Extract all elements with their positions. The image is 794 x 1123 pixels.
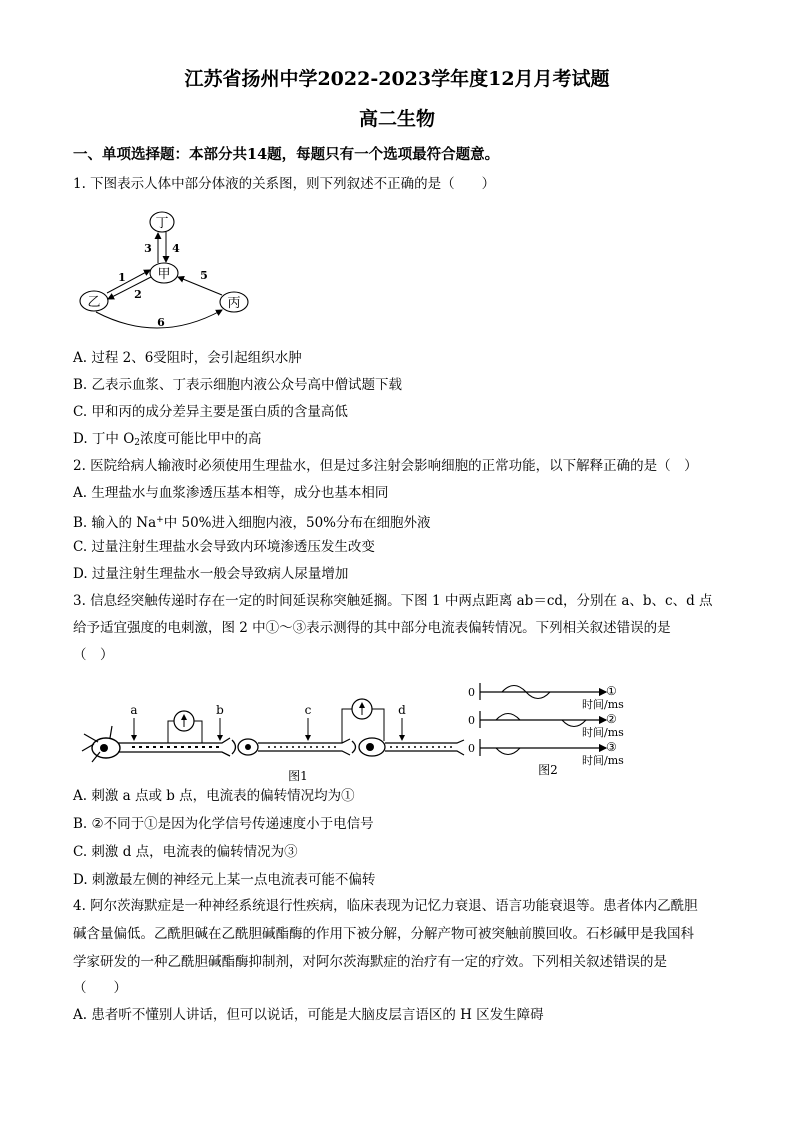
q3-option-c: C. 刺激 d 点，电流表的偏转情况为③ <box>73 844 298 860</box>
page-title: 江苏省扬州中学2022-2023学年度12月月考试题 <box>184 68 610 90</box>
q2-option-b: B. 输入的 Na+中 50%进入细胞内液，50%分布在细胞外液 <box>73 515 431 531</box>
q2-option-d: D. 过量注射生理盐水一般会导致病人尿量增加 <box>73 566 349 582</box>
q3-stem-line3: （ ） <box>73 647 114 663</box>
node-bing: 丙 <box>227 296 241 311</box>
trace1-zero: 0 <box>468 686 475 699</box>
trace1-label: ① <box>606 684 617 698</box>
q4-stem-line3: 学家研发的一种乙酰胆碱酯酶抑制剂，对阿尔茨海默症的治疗有一定的疗效。下列相关叙述错误的是 <box>73 954 667 970</box>
label-2: 2 <box>134 288 142 301</box>
q1-body-fluid-diagram <box>74 205 264 330</box>
figure2-caption: 图2 <box>538 763 558 777</box>
q1-option-a: A. 过程 2、6受阻时，会引起组织水肿 <box>73 350 302 366</box>
figure1-caption: 图1 <box>288 769 308 783</box>
q1-stem: 1. 下图表示人体中部分体液的关系图，则下列叙述不正确的是（ ） <box>73 176 496 192</box>
label-6: 6 <box>157 316 165 329</box>
q3-stem-line2: 给予适宜强度的电刺激，图 2 中①～③表示测得的其中部分电流表偏转情况。下列相关叙述错误的是 <box>73 620 671 636</box>
trace3-label: ③ <box>606 740 617 754</box>
q4-option-a: A. 患者听不懂别人讲话，但可以说话，可能是大脑皮层言语区的 H 区发生障碍 <box>73 1007 544 1023</box>
q2-option-c: C. 过量注射生理盐水会导致内环境渗透压发生改变 <box>73 539 375 555</box>
label-4: 4 <box>172 242 180 255</box>
q3-option-a: A. 刺激 a 点或 b 点，电流表的偏转情况均为① <box>73 788 355 804</box>
label-3: 3 <box>144 242 152 255</box>
point-d: d <box>398 703 406 717</box>
q4-stem-line2: 碱含量偏低。乙酰胆碱在乙酰胆碱酯酶的作用下被分解，分解产物可被突触前膜回收。石杉碱甲是我国科 <box>73 926 694 942</box>
q2-stem: 2. 医院给病人输液时必须使用生理盐水，但是过多注射会影响细胞的正常功能，以下解释正确的是（ ） <box>73 458 698 474</box>
trace1-time-label: 时间/ms <box>582 698 624 711</box>
q4-stem-line1: 4. 阿尔茨海默症是一种神经系统退行性疾病，临床表现为记忆力衰退、语言功能衰退等。患者体内乙酰胆 <box>73 898 698 914</box>
node-ding: 丁 <box>155 216 169 231</box>
section-heading: 一、单项选择题：本部分共14题，每题只有一个选项最符合题意。 <box>73 146 500 163</box>
label-5: 5 <box>200 269 208 282</box>
q3-figure1-neurons <box>72 696 472 786</box>
node-yi: 乙 <box>87 295 101 310</box>
trace3-zero: 0 <box>468 742 475 755</box>
q3-option-b: B. ②不同于①是因为化学信号传递速度小于电信号 <box>73 816 374 832</box>
trace2-label: ② <box>606 712 617 726</box>
trace2-time-label: 时间/ms <box>582 726 624 739</box>
q3-stem-line1: 3. 信息经突触传递时存在一定的时间延误称突触延搁。下图 1 中两点距离 ab＝cd，分别在 a、b、c、d 点 <box>73 593 713 609</box>
q1-option-d: D. 丁中 $O_2$浓度可能比甲中的高 <box>73 431 262 448</box>
trace3-time-label: 时间/ms <box>582 754 624 767</box>
label-1: 1 <box>118 271 126 284</box>
point-c: c <box>304 703 312 717</box>
q3-option-d: D. 刺激最左侧的神经元上某一点电流表可能不偏转 <box>73 872 376 888</box>
q1-option-b: B. 乙表示血浆、丁表示细胞内液公众号高中僧试题下载 <box>73 377 403 393</box>
q2-option-a: A. 生理盐水与血浆渗透压基本相等，成分也基本相同 <box>73 485 389 501</box>
point-b: b <box>216 703 224 717</box>
page-subtitle: 高二生物 <box>358 108 435 130</box>
node-jia: 甲 <box>157 267 171 282</box>
q1-option-c: C. 甲和丙的成分差异主要是蛋白质的含量高低 <box>73 404 348 420</box>
trace2-zero: 0 <box>468 714 475 727</box>
q3-figure2-traces <box>466 680 666 780</box>
point-a: a <box>130 703 138 717</box>
q4-stem-line4: （ ） <box>73 980 127 996</box>
